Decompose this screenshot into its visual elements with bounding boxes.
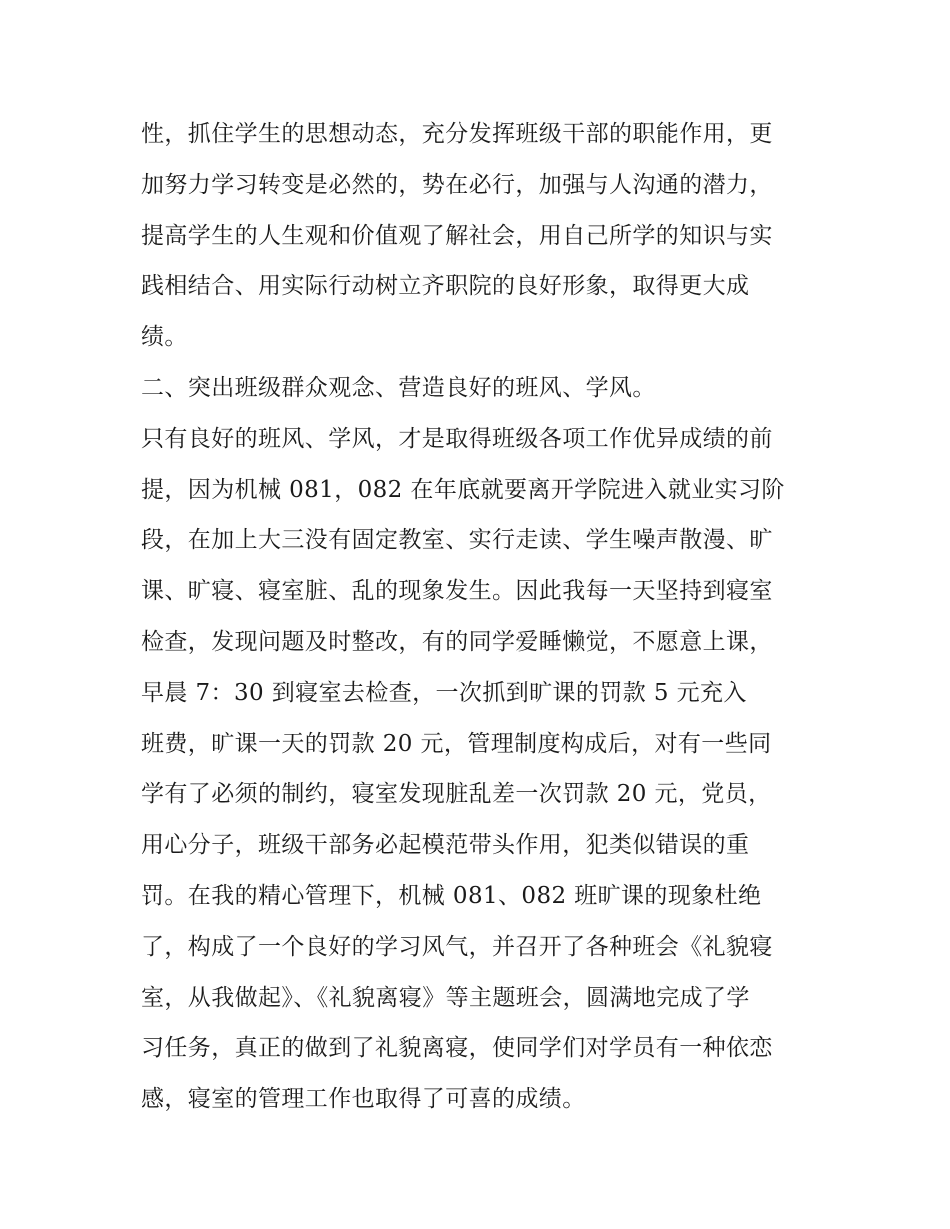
text-line: 践相结合、用实际行动树立齐职院的良好形象，取得更大成 xyxy=(141,273,750,300)
text-line: 提高学生的人生观和价值观了解社会，用自己所学的知识与实 xyxy=(141,222,773,249)
text-line: 加努力学习转变是必然的，势在必行，加强与人沟通的潜力， xyxy=(141,171,773,198)
text-line: 学有了必须的制约，寝室发现脏乱差一次罚款 20 元，党员， xyxy=(141,781,772,808)
text-line: 性，抓住学生的思想动态，充分发挥班级干部的职能作用，更 xyxy=(141,121,773,147)
text-line: 课、旷寝、寝室脏、乱的现象发生。因此我每一天坚持到寝室 xyxy=(141,578,773,605)
text-line: 早晨 7：30 到寝室去检查，一次抓到旷课的罚款 5 元充入 xyxy=(141,679,747,706)
body-text xyxy=(141,109,821,1125)
text-line: 只有良好的班风、学风，才是取得班级各项工作优异成绩的前 xyxy=(141,425,773,452)
text-line: 用心分子，班级干部务必起模范带头作用，犯类似错误的重 xyxy=(141,832,750,859)
section-heading: 二、突出班级群众观念、营造良好的班风、学风。 xyxy=(141,374,656,401)
text-line: 绩。 xyxy=(141,324,188,351)
text-line: 习任务，真正的做到了礼貌离寝，使同学们对学员有一种依恋 xyxy=(141,1035,773,1062)
text-line: 感，寝室的管理工作也取得了可喜的成绩。 xyxy=(141,1086,586,1113)
text-line: 段，在加上大三没有固定教室、实行走读、学生噪声散漫、旷 xyxy=(141,527,773,554)
text-line: 班费，旷课一天的罚款 20 元，管理制度构成后，对有一些同 xyxy=(141,730,772,757)
text-line: 室，从我做起》、《礼貌离寝》等主题班会，圆满地完成了学 xyxy=(141,984,750,1011)
text-line: 提，因为机械 081，082 在年底就要离开学院进入就业实习阶 xyxy=(141,476,785,503)
text-line: 罚。在我的精心管理下，机械 081、082 班旷课的现象杜绝 xyxy=(141,882,762,909)
text-line: 了，构成了一个良好的学习风气，并召开了各种班会《礼貌寝 xyxy=(141,933,773,960)
text-line: 检查，发现问题及时整改，有的同学爱睡懒觉，不愿意上课， xyxy=(141,628,773,655)
